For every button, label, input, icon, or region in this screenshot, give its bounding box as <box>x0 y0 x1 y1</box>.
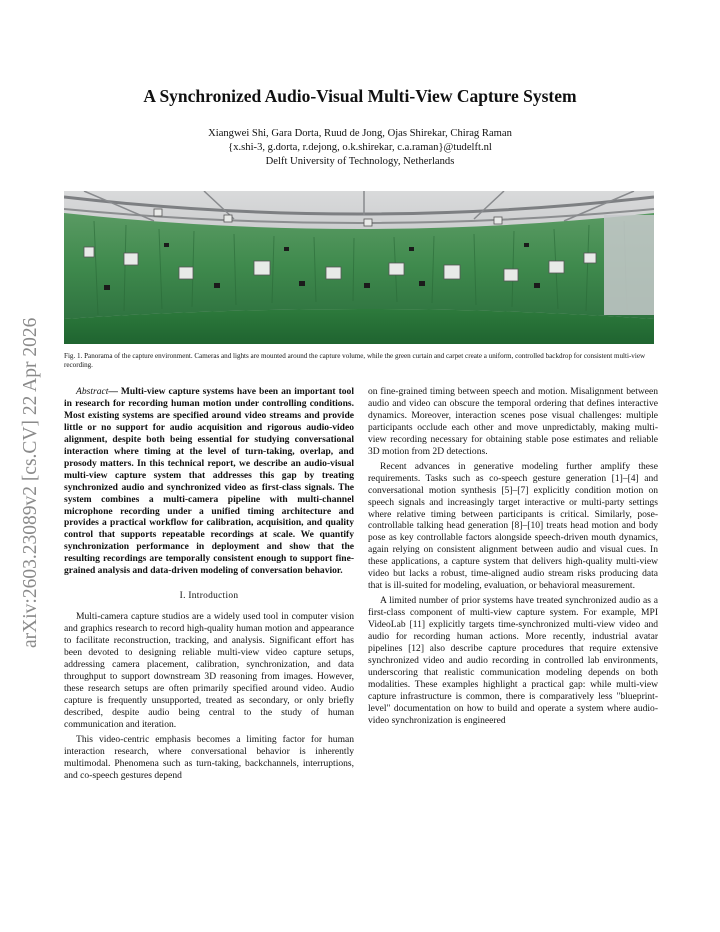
paragraph: on fine-grained timing between speech and motion. Misalignment between audio and video can obscure the temporal ordering that defines interactive dynamics. Moreover, interaction scenes pose visual challenges: multiple participants occlude each other and move unpredictably, making multi-view recording necessary for obtaining stable pose estimates and reliable 3D motion from 2D detections. <box>368 386 658 457</box>
author-names: Xiangwei Shi, Gara Dorta, Ruud de Jong, Ojas Shirekar, Chirag Raman <box>208 128 512 139</box>
section-heading: I. Introduction <box>179 591 239 602</box>
left-column <box>64 386 354 782</box>
panorama-figure <box>64 191 654 344</box>
paragraph: Multi-camera capture studios are a widely used tool in computer vision and graphics research to record high-quality human motion and appearance to facilitate reconstruction, tracking, and analysis. Significant effort has been devoted to designing reliable multi-view video capture setups, addressing camera placement, calibration, synchronization, and data throughput to support downstream 3D reasoning from images. However, these research setups are often primarily specified around video. Audio capture is frequently unsupported, treated as secondary, or only briefly described, despite audio being central to the study of human communication and iteration. <box>64 611 354 730</box>
abstract-label: Abstract <box>76 386 109 397</box>
abstract <box>64 386 354 577</box>
green-floor <box>64 309 654 344</box>
arxiv-stamp <box>14 260 44 660</box>
paragraph: A limited number of prior systems have treated synchronized audio as a first-class component of multi-view capture system. For example, MPI VideoLab [11] explicitly targets time-synchronized multi-view video and audio for recording human actions. More recently, industrial avatar pipelines [12] also describe capture procedures that require extensive synchronized video and audio recording in controlled lab environments, underscoring that realistic communication modeling depends on both modalities. These examples highlight a practical gap: while multi-view capture infrastructure is common, there is comparatively less "blueprint-level" documentation on how to build and operate a system where audio-video synchronization is engineered <box>368 595 658 726</box>
paper-title: A Synchronized Audio-Visual Multi-View Capture System <box>143 86 577 106</box>
author-affiliation: Delft University of Technology, Netherlands <box>265 156 455 167</box>
abstract-text: — Multi-view capture systems have been an important tool in research for recording human motion under controlling conditions. Most existing systems are specified around video streams and provide little or no support for audio acquisition and rigorous audio-video alignment, despite both being essential for studying conversational interaction where timing at the level of turn-taking, overlap, and prosody matters. In this technical report, we describe an audio-visual multi-view capture system that addresses this gap by treating synchronized audio and synchronized video as first-class signals. The system combines a multi-camera pipeline with multi-channel microphone recording under a unified timing architecture and provides a practical workflow for calibration, acquisition, and quality control that supports repeatable recordings at scale. We quantify synchronization performance in deployment and show that the resulting recordings are temporally consistent enough to support fine-grained analysis and data-driven modeling of conversation behavior. <box>64 386 354 577</box>
author-emails: {x.shi-3, g.dorta, r.dejong, o.k.shirekar, c.a.raman}@tudelft.nl <box>228 142 492 153</box>
author-block <box>0 127 720 169</box>
right-column <box>368 386 658 727</box>
window-area <box>604 215 654 315</box>
figure-caption: Fig. 1. Panorama of the capture environment. Cameras and lights are mounted around the capture volume, while the green curtain and carpet create a uniform, controlled backdrop for consistent multi-view recording. <box>64 352 646 370</box>
arxiv-id: arXiv:2603.23089v2 [cs.CV] 22 Apr 2026 <box>20 317 41 648</box>
paragraph: This video-centric emphasis becomes a limiting factor for human interaction research, where conversational behavior is inherently multimodal. Phenomena such as turn-taking, backchannels, interruptions, and co-speech gestures depend <box>64 733 354 781</box>
paragraph: Recent advances in generative modeling further amplify these requirements. Tasks such as co-speech gesture generation [1]–[4] and conversational motion synthesis [5]–[7] explicitly condition motion on speech signals and increasingly target interactive or multi-party settings where relative timing between participants is critical. Similarly, pose-controllable talking head generation [8]–[10] treats head motion and body pose as key controllable factors alongside speech-driven mouth dynamics, again relying on consistent alignment between audio and visual cues. In these applications, a capture system that delivers high-quality multi-view video but lacks a robust, time-aligned audio stream risks producing data that is ill-suited for modeling, evaluation, or behavioral measurement. <box>368 460 658 592</box>
